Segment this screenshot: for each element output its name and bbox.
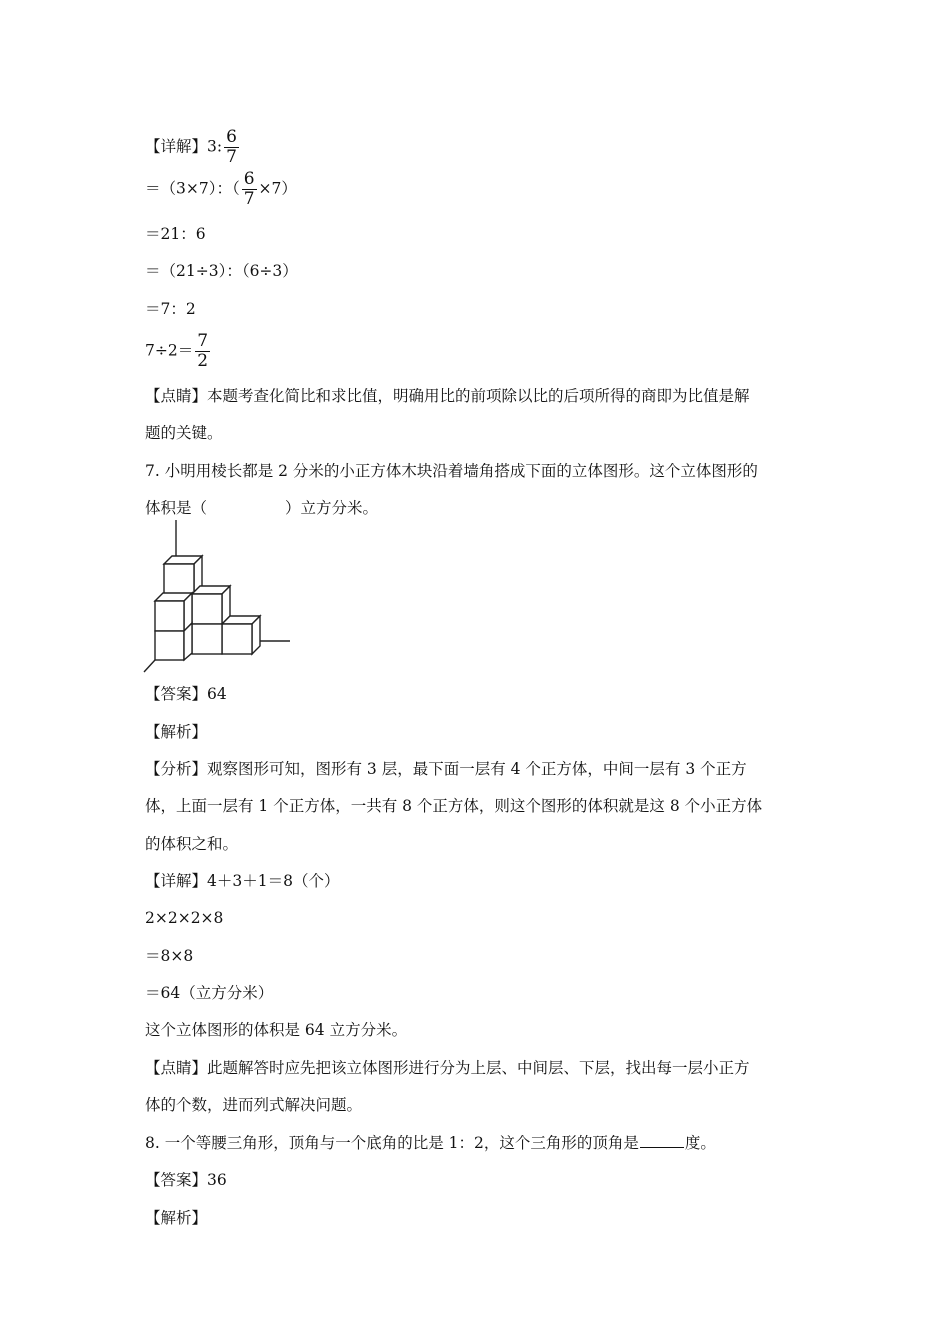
fraction-denominator: 7 <box>226 147 237 167</box>
step1-prefix: ＝（3×7）：（ <box>145 179 240 198</box>
question-7-prefix: 体积是（ <box>145 499 208 517</box>
question-7-line-2 <box>145 498 378 518</box>
question-7-dianjing-line-1: 【点睛】此题解答时应先把该立体图形进行分为上层、中间层、下层，找出每一层小正方 <box>145 1059 750 1077</box>
detail-label: 【详解】 <box>145 137 208 156</box>
step-line-3: ＝（21÷3）：（6÷3） <box>145 262 298 280</box>
question-7-suffix: ）立方分米。 <box>285 499 379 517</box>
fraction-7-2 <box>195 332 210 371</box>
question-7-calc-1: 2×2×2×8 <box>145 909 224 927</box>
step-line-4: ＝7：2 <box>145 300 196 318</box>
step-line-1 <box>145 170 297 209</box>
question-8-line <box>145 1133 716 1153</box>
fraction-numerator: 6 <box>226 127 237 147</box>
question-7-calc-3: ＝64（立方分米） <box>145 984 274 1002</box>
question-7-analysis-label: 【解析】 <box>145 723 208 741</box>
comment-line-1: 【点睛】本题考查化简比和求比值，明确用比的前项除以比的后项所得的商即为比值是解 <box>145 387 750 405</box>
fraction-6-7-inline <box>242 170 257 209</box>
fraction-numerator: 6 <box>243 169 255 189</box>
cube-top <box>164 556 202 594</box>
question-8-prefix: 8. 一个等腰三角形，顶角与一个底角的比是 1：2，这个三角形的顶角是 <box>145 1134 639 1152</box>
question-7-dianjing-line-2: 体的个数，进而列式解决问题。 <box>145 1096 363 1114</box>
fraction-denominator: 2 <box>197 351 209 371</box>
cube-middle-2 <box>192 586 230 624</box>
question-8-suffix: 度。 <box>684 1134 716 1152</box>
question-7-fenxi-line-2: 体，上面一层有 1 个正方体，一共有 8 个正方体，则这个图形的体积就是这 8 个小正方体 <box>145 797 763 815</box>
answer-underline <box>640 1133 684 1148</box>
step1-suffix: ×7） <box>258 179 297 198</box>
comment-line-2: 题的关键。 <box>145 424 223 442</box>
fraction-denominator: 7 <box>243 189 255 209</box>
question-7-fenxi-line-3: 的体积之和。 <box>145 835 239 853</box>
question-8-answer: 【答案】36 <box>145 1171 227 1189</box>
step5-expression: 7÷2＝ <box>145 341 194 360</box>
question-8-analysis-label: 【解析】 <box>145 1209 208 1227</box>
cube-middle-1 <box>155 593 192 631</box>
question-7-conclusion: 这个立体图形的体积是 64 立方分米。 <box>145 1021 408 1039</box>
cube-bottom-2 <box>192 624 222 654</box>
question-7-calc-2: ＝8×8 <box>145 947 194 965</box>
stacked-cubes-figure <box>140 520 300 680</box>
cube-bottom-3 <box>222 616 260 654</box>
fraction-numerator: 7 <box>197 331 209 351</box>
question-7-detail: 【详解】4＋3＋1＝8（个） <box>145 872 340 890</box>
question-7-answer: 【答案】64 <box>145 685 227 703</box>
step-line-5 <box>145 332 212 371</box>
detail-expression: 3: <box>207 137 223 156</box>
step-line-2: ＝21：6 <box>145 225 206 243</box>
floor-corner-line <box>144 660 155 672</box>
fraction-6-7 <box>224 128 239 167</box>
question-7-fenxi-line-1: 【分析】观察图形可知，图形有 3 层，最下面一层有 4 个正方体，中间一层有 3 个正方 <box>145 760 747 778</box>
question-7-line-1: 7. 小明用棱长都是 2 分米的小正方体木块沿着墙角搭成下面的立体图形。这个立体图形的 <box>145 462 758 480</box>
detail-line-ratio <box>145 128 241 167</box>
